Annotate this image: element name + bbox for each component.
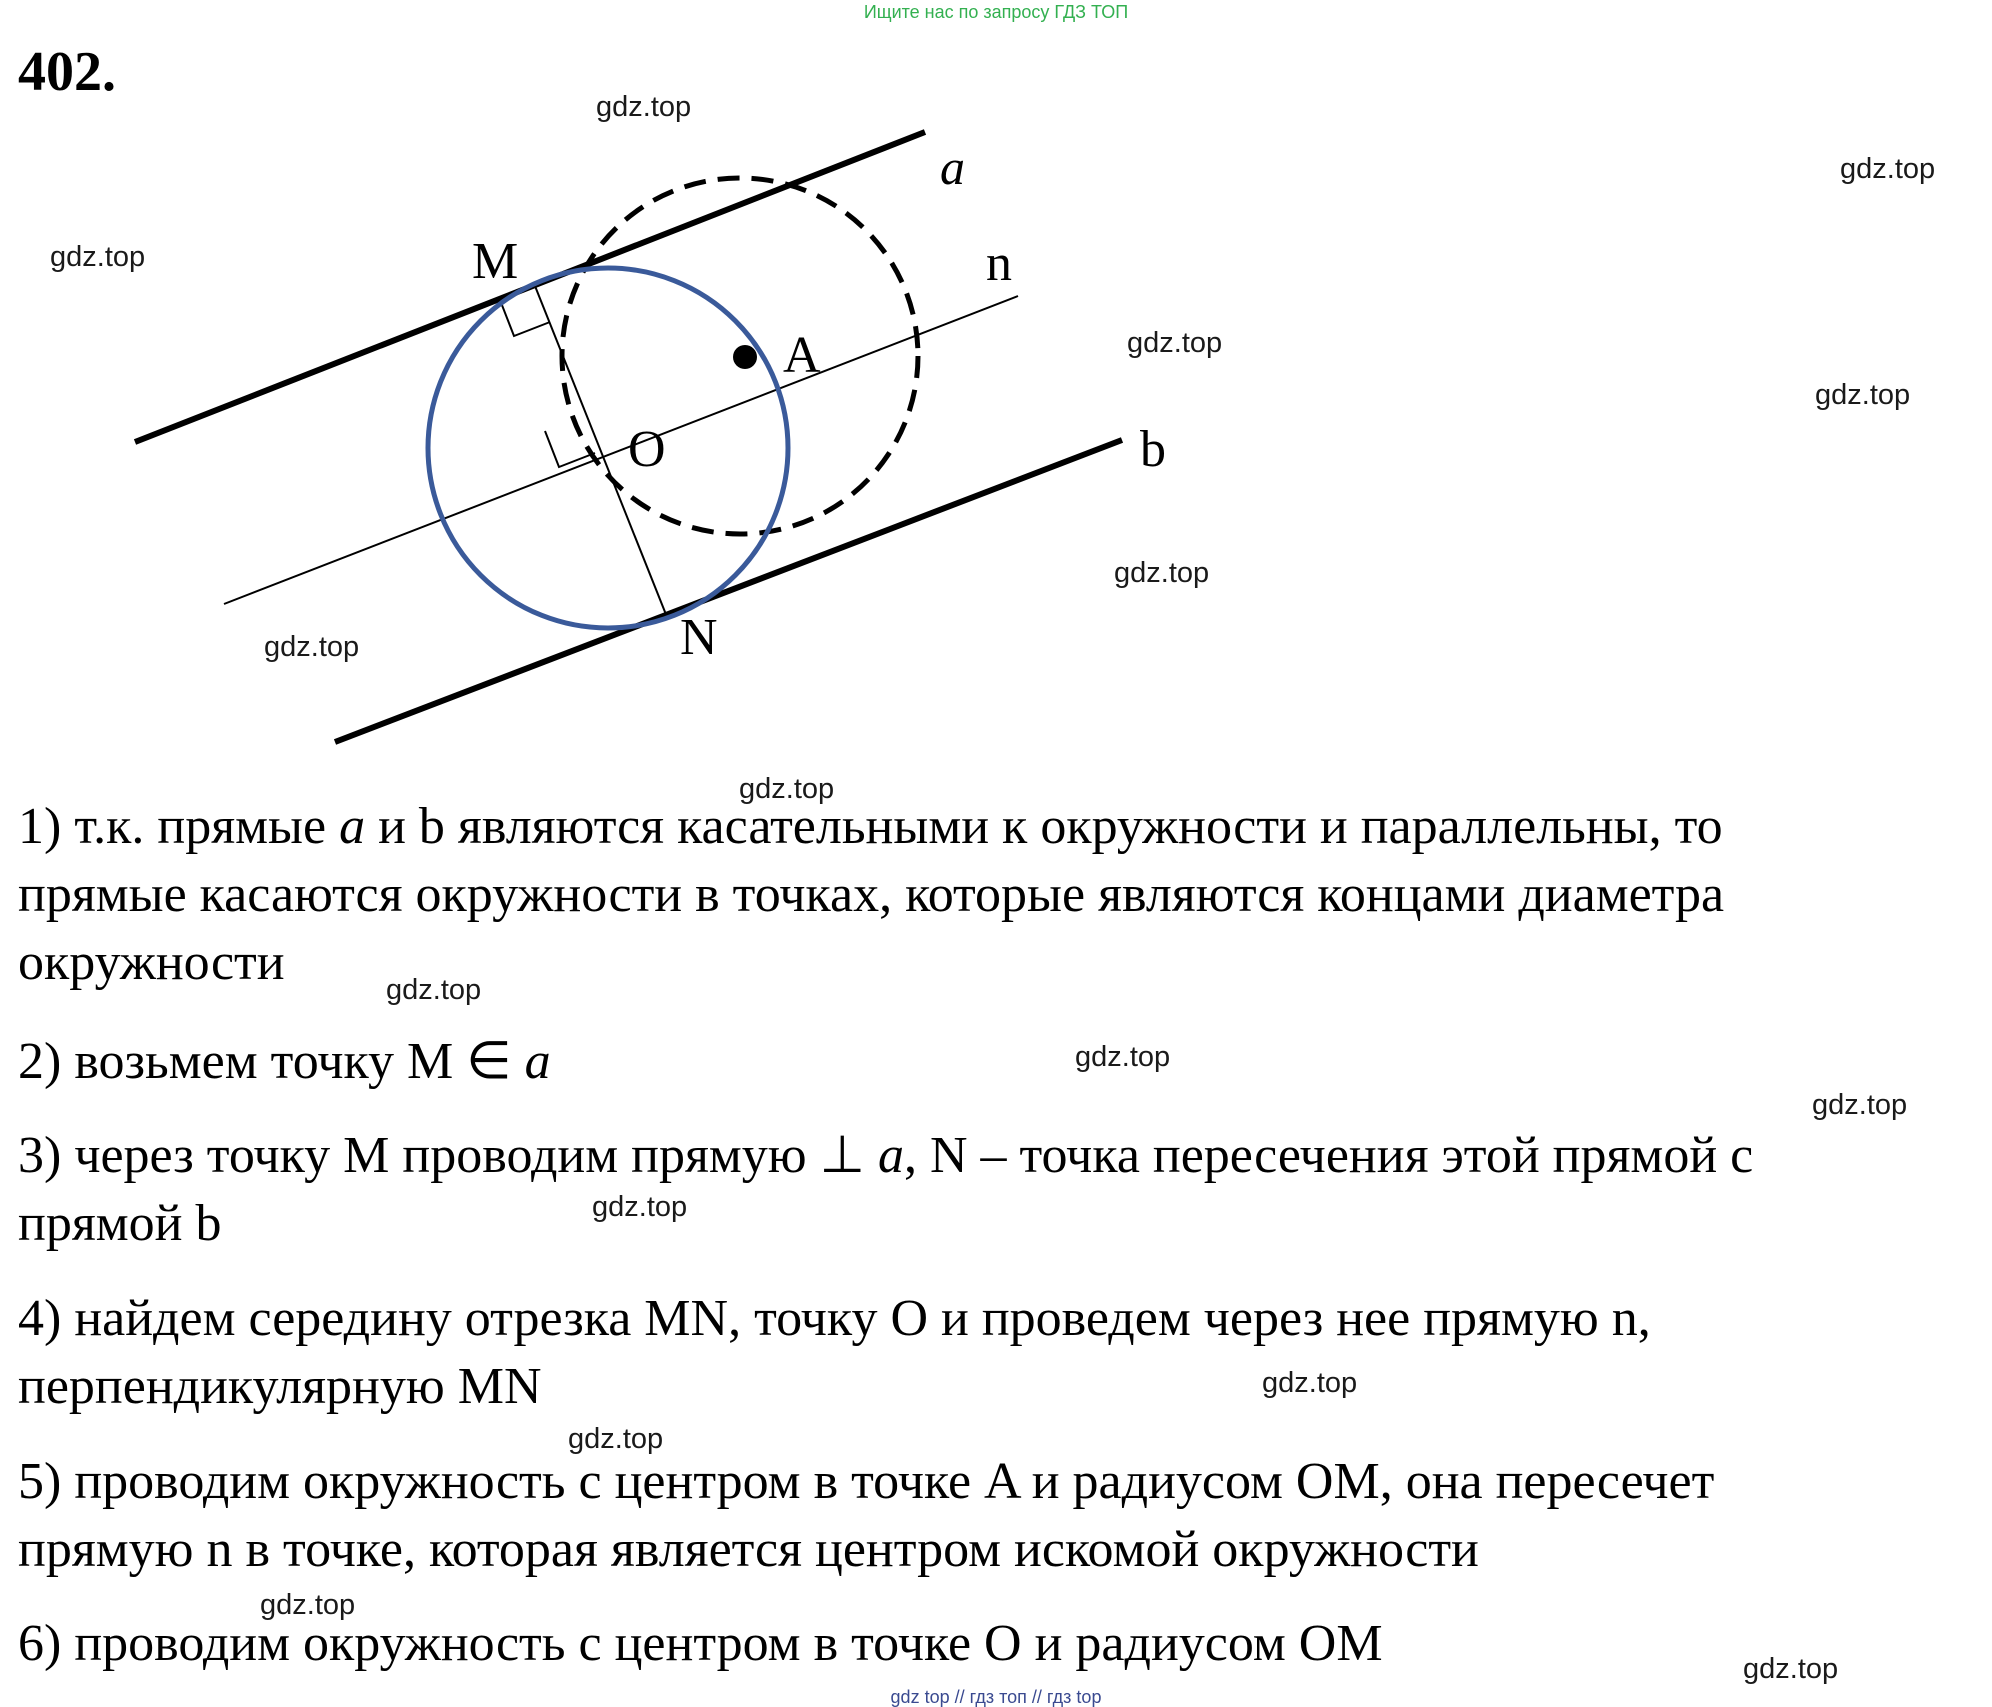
sought-circle (428, 268, 788, 628)
watermark: gdz.top (1262, 1367, 1358, 1399)
step-4-line-1: 4) найдем середину отрезка MN, точку O и проведем через нее прямую n, (18, 1290, 1651, 1347)
watermark: gdz.top (568, 1423, 664, 1455)
label-o: O (628, 421, 666, 478)
step-2 (18, 1028, 1978, 1096)
step-1-line-1: 1) т.к. прямые a и b являются касательными к окружности и параллельны, то (18, 798, 1723, 855)
watermark: gdz.top (1812, 1089, 1908, 1121)
step-5-line-1: 5) проводим окружность с центром в точке A и радиусом OM, она пересечет (18, 1453, 1715, 1510)
point-a (733, 345, 757, 369)
label-n: n (986, 235, 1012, 292)
watermark: gdz.top (1815, 379, 1911, 411)
label-b: b (1140, 421, 1166, 478)
label-m: M (472, 233, 519, 290)
watermark: gdz.top (50, 241, 146, 273)
step-1 (18, 793, 1978, 997)
step-6-line-1: 6) проводим окружность с центром в точке O и радиусом OM (18, 1615, 1383, 1672)
watermark: gdz.top (1840, 153, 1936, 185)
watermark: gdz.top (592, 1191, 688, 1223)
bottom-banner: gdz top // гдз топ // гдз top (890, 1687, 1102, 1707)
problem-number: 402. (18, 41, 116, 103)
top-banner: Ищите нас по запросу ГДЗ ТОП (863, 2, 1129, 22)
watermark: gdz.top (1114, 557, 1210, 589)
watermark: gdz.top (1127, 327, 1223, 359)
step-3 (18, 1122, 1978, 1258)
line-b (335, 440, 1122, 742)
step-1-line-3: окружности (18, 934, 285, 991)
watermark: gdz.top (596, 91, 692, 123)
step-3-line-2: прямой b (18, 1195, 222, 1252)
step-2-line-1: 2) возьмем точку M ∈ a (18, 1033, 551, 1090)
label-point-a: A (783, 327, 821, 384)
watermark: gdz.top (1743, 1653, 1839, 1685)
line-n (224, 296, 1018, 604)
watermark: gdz.top (386, 974, 482, 1006)
step-5-line-2: прямую n в точке, которая является центром искомой окружности (18, 1521, 1479, 1578)
step-1-line-2: прямые касаются окружности в точках, которые являются концами диаметра (18, 866, 1725, 923)
watermark: gdz.top (260, 1589, 356, 1621)
label-a: a (940, 139, 965, 195)
step-5 (18, 1448, 1978, 1584)
label-n-point: N (680, 609, 718, 666)
step-4-line-2: перпендикулярную MN (18, 1358, 542, 1415)
watermark: gdz.top (1075, 1041, 1171, 1073)
step-4 (18, 1285, 1978, 1421)
step-3-line-1: 3) через точку M проводим прямую ⊥ a, N – точка пересечения этой прямой с (18, 1127, 1754, 1184)
step-6 (18, 1610, 1978, 1678)
watermark: gdz.top (264, 631, 360, 663)
watermark: gdz.top (739, 773, 835, 805)
